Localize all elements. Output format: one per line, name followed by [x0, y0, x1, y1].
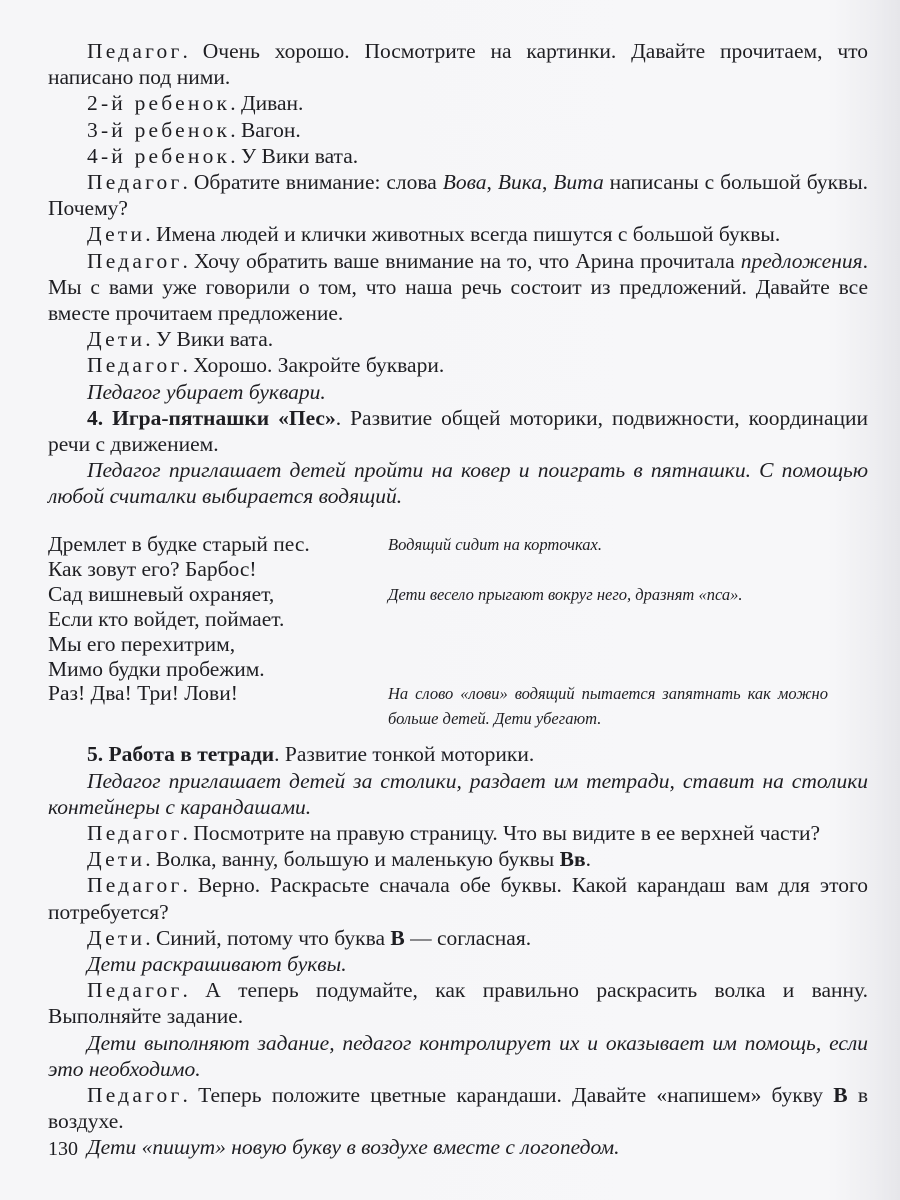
poem-line: Мы его перехитрим, [48, 632, 236, 657]
speaker: 4-й ребенок [87, 143, 231, 168]
section-heading: 4. Игра-пятнашки «Пес». Развитие общей моторики, подвижности, координации речи с движением. [48, 405, 869, 457]
speaker: 3-й ребенок [87, 117, 231, 142]
stage-remark: Педагог приглашает детей пройти на ковер и поиграть в пятнашки. С помощью любой считалки выбирается водящий. [48, 458, 868, 509]
speaker: Педагог [87, 978, 183, 1003]
poem-note: Водящий сидит на корточках. [388, 534, 602, 554]
poem-line: Если кто войдет, поймает. [48, 607, 285, 632]
speaker: Педагог [87, 39, 183, 63]
dialog-line: Педагог. Хочу обратить ваше внимание на то, что Арина прочитала предложения. Мы с вами уже говорили о том, что наша речь состоит из предложений. Давайте все вместе прочитаем предложение. [48, 248, 868, 326]
dialog-line: Педагог. Хорошо. Закройте буквари. [87, 353, 445, 378]
poem-line: Как зовут его? Барбос! [48, 557, 257, 582]
poem-line: Сад вишневый охраняет, [48, 581, 275, 606]
stage-remark: Педагог убирает буквари. [87, 379, 326, 404]
dialog-line: Дети. Имена людей и клички животных всегда пишутся с большой буквы. [87, 222, 781, 247]
stage-remark: Дети раскрашивают буквы. [87, 952, 347, 977]
poem-line: Раз! Два! Три! Лови! [48, 681, 238, 706]
poem-block [48, 532, 868, 732]
dialog-line: 4-й ребенок. У Вики вата. [87, 143, 359, 168]
stage-remark: Педагог приглашает детей за столики, раздает им тетради, ставит на столики контейнеры с карандашами. [48, 768, 868, 819]
speaker: Дети [87, 222, 146, 247]
page-body [48, 38, 868, 1161]
poem-note [388, 632, 868, 657]
poem-line: Мимо будки пробежим. [48, 656, 265, 681]
dialog-line: 2-й ребенок. Диван. [87, 91, 304, 116]
speaker: Дети [87, 847, 146, 872]
dialog-line: Дети. Волка, ванну, большую и маленькую буквы Вв. [87, 847, 591, 872]
stage-remark: Дети выполняют задание, педагог контролирует их и оказывает им помощь, если это необходимо. [48, 1030, 868, 1081]
poem-note: На слово «лови» водящий пытается запятнать как можно больше детей. Дети убегают. [388, 684, 828, 728]
speaker: 2-й ребенок [87, 91, 231, 116]
speaker: Дети [87, 327, 146, 352]
speaker: Педагог [87, 821, 183, 846]
dialog-line: 3-й ребенок. Вагон. [87, 117, 301, 142]
poem-note [388, 657, 868, 682]
dialog-line: Дети. Синий, потому что буква В — согласная. [87, 925, 532, 950]
speaker: Педагог [87, 873, 183, 898]
dialog-line: Педагог. Посмотрите на правую страницу. Что вы видите в ее верхней части? [87, 821, 821, 846]
poem-note: Дети весело прыгают вокруг него, дразнят «пса». [388, 584, 743, 604]
page-number: 130 [48, 1138, 78, 1160]
poem-note [388, 607, 868, 632]
speaker: Педагог [87, 248, 183, 273]
dialog-line: Педагог. Верно. Раскрасьте сначала обе буквы. Какой карандаш вам для этого потребуется? [48, 873, 868, 924]
stage-remark: Дети «пишут» новую букву в воздухе вместе с логопедом. [87, 1135, 620, 1160]
speaker: Педагог [87, 1083, 183, 1108]
section-heading: 5. Работа в тетради. Развитие тонкой моторики. [87, 742, 535, 767]
poem-note [388, 557, 868, 582]
dialog-line: Педагог. Теперь положите цветные карандаши. Давайте «напишем» букву В в воздухе. [48, 1083, 869, 1134]
dialog-line: Дети. У Вики вата. [87, 327, 274, 352]
dialog-line: Педагог. Очень хорошо. Посмотрите на картинки. Давайте прочитаем, что написано под ними. [48, 39, 868, 90]
dialog-line: Педагог. Обратите внимание: слова Вова, Вика, Вита написаны с большой буквы. Почему? [48, 170, 869, 221]
speaker: Педагог [87, 170, 183, 195]
dialog-line: Педагог. А теперь подумайте, как правильно раскрасить волка и ванну. Выполняйте задание. [48, 978, 868, 1029]
speaker: Педагог [87, 353, 183, 378]
poem-line: Дремлет в будке старый пес. [48, 531, 310, 556]
speaker: Дети [87, 925, 146, 950]
